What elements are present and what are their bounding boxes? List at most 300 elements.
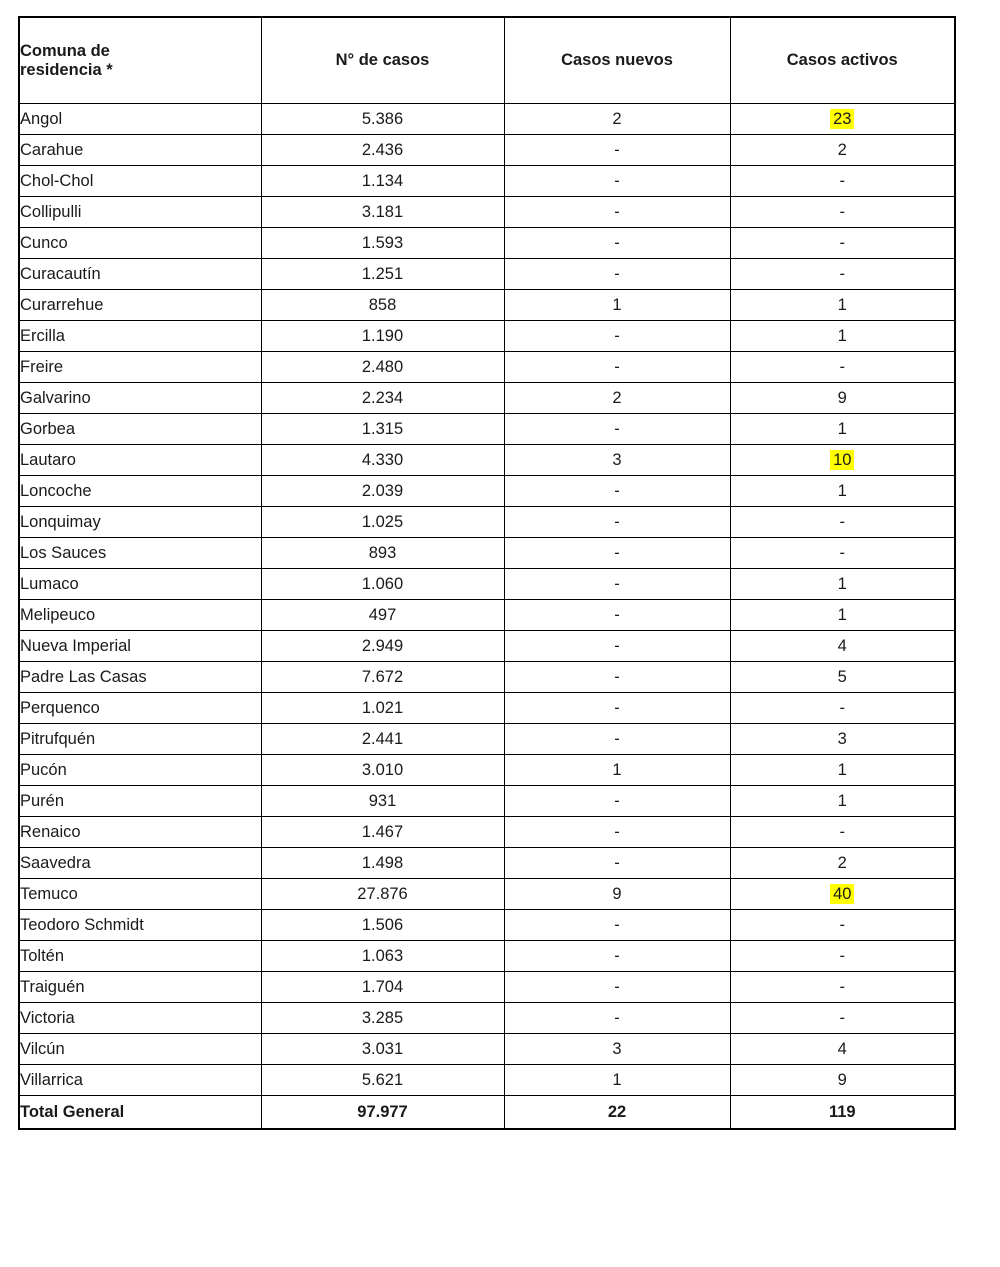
table-row	[19, 321, 955, 352]
cell-casos-nuevos	[504, 972, 730, 1003]
cell-casos-value: 2.949	[361, 636, 404, 655]
table-row	[19, 848, 955, 879]
column-header-comuna-line1: Comuna de	[20, 41, 110, 60]
cell-comuna-value: Padre Las Casas	[20, 667, 147, 686]
cell-casos-activos	[730, 352, 955, 383]
cell-comuna-value: Lonquimay	[20, 512, 101, 531]
cell-casos-nuevos	[504, 538, 730, 569]
cell-comuna-value: Teodoro Schmidt	[20, 915, 144, 934]
cell-casos-nuevos	[504, 507, 730, 538]
cell-casos-nuevos	[504, 879, 730, 910]
cell-comuna-value: Victoria	[20, 1008, 75, 1027]
cell-comuna	[19, 941, 261, 972]
cell-comuna-value: Galvarino	[20, 388, 91, 407]
cell-casos-nuevos-value: -	[614, 667, 620, 686]
cell-casos-activos	[730, 941, 955, 972]
cell-comuna	[19, 476, 261, 507]
cell-casos-activos-value: -	[839, 915, 845, 934]
cell-casos-activos-value: 5	[837, 667, 847, 686]
cell-casos-activos	[730, 600, 955, 631]
cell-casos-nuevos	[504, 104, 730, 135]
table-row	[19, 786, 955, 817]
cell-casos-value: 1.467	[361, 822, 404, 841]
cell-casos-nuevos-value: 2	[612, 109, 622, 128]
cell-casos-nuevos-value: -	[614, 822, 620, 841]
cell-casos-activos-value: -	[839, 357, 845, 376]
cell-casos-activos	[730, 848, 955, 879]
cell-casos-nuevos	[504, 631, 730, 662]
table-row	[19, 693, 955, 724]
table-row	[19, 383, 955, 414]
cell-casos-activos-value: 1	[837, 760, 847, 779]
cell-casos-nuevos	[504, 352, 730, 383]
table-row	[19, 445, 955, 476]
cell-casos-activos-value: -	[839, 171, 845, 190]
total-casos-activos	[730, 1096, 955, 1130]
cell-comuna	[19, 321, 261, 352]
cell-comuna-value: Melipeuco	[20, 605, 96, 624]
cell-comuna-value: Collipulli	[20, 202, 82, 221]
cell-casos-activos-value: -	[839, 1008, 845, 1027]
cell-casos	[261, 135, 504, 166]
table-row	[19, 290, 955, 321]
cell-comuna-value: Temuco	[20, 884, 78, 903]
cell-casos-value: 3.010	[361, 760, 404, 779]
table-row	[19, 817, 955, 848]
cell-casos-activos	[730, 476, 955, 507]
table-row	[19, 755, 955, 786]
cell-casos	[261, 259, 504, 290]
cell-comuna	[19, 383, 261, 414]
cell-casos-nuevos-value: -	[614, 698, 620, 717]
cell-casos-activos	[730, 259, 955, 290]
cell-casos-activos-value: -	[839, 512, 845, 531]
cell-casos-value: 858	[368, 295, 397, 314]
cell-casos-activos	[730, 104, 955, 135]
cell-casos-nuevos-value: 3	[612, 450, 622, 469]
cell-casos-value: 1.025	[361, 512, 404, 531]
cell-casos	[261, 166, 504, 197]
cell-casos	[261, 662, 504, 693]
cell-casos-nuevos-value: -	[614, 512, 620, 531]
column-header-comuna	[19, 17, 261, 104]
cell-casos-activos	[730, 662, 955, 693]
cell-casos	[261, 817, 504, 848]
cell-casos-activos	[730, 879, 955, 910]
cell-casos-nuevos-value: 2	[612, 388, 622, 407]
table-row	[19, 972, 955, 1003]
cell-comuna	[19, 910, 261, 941]
total-label-value: Total General	[20, 1102, 125, 1121]
cell-casos	[261, 631, 504, 662]
cell-casos-value: 4.330	[361, 450, 404, 469]
cell-casos	[261, 1003, 504, 1034]
cell-casos-value: 1.593	[361, 233, 404, 252]
cell-casos-nuevos-value: -	[614, 636, 620, 655]
table-row	[19, 1034, 955, 1065]
cell-casos-value: 1.704	[361, 977, 404, 996]
cell-comuna	[19, 259, 261, 290]
cell-casos-nuevos-value: -	[614, 729, 620, 748]
cell-casos-activos	[730, 693, 955, 724]
cell-casos-nuevos-value: -	[614, 543, 620, 562]
cell-casos-activos	[730, 786, 955, 817]
cell-casos-nuevos-value: -	[614, 264, 620, 283]
cell-casos-activos	[730, 1065, 955, 1096]
cell-casos-activos-value: 23	[830, 109, 854, 130]
table-row	[19, 910, 955, 941]
column-header-casos: N° de casos	[261, 17, 504, 104]
cell-casos-activos-value: -	[839, 977, 845, 996]
cell-comuna	[19, 786, 261, 817]
cell-comuna-value: Vilcún	[20, 1039, 65, 1058]
cell-casos-activos	[730, 1034, 955, 1065]
table-row	[19, 941, 955, 972]
cell-comuna-value: Purén	[20, 791, 65, 810]
cell-casos	[261, 321, 504, 352]
cell-casos-nuevos-value: -	[614, 574, 620, 593]
cell-casos	[261, 879, 504, 910]
column-header-casos-nuevos: Casos nuevos	[504, 17, 730, 104]
total-casos-activos-value: 119	[828, 1102, 856, 1121]
table-body	[19, 104, 955, 1130]
cell-casos-value: 3.181	[361, 202, 404, 221]
table-row	[19, 228, 955, 259]
cell-comuna	[19, 600, 261, 631]
table-row	[19, 1065, 955, 1096]
cell-casos-value: 1.506	[361, 915, 404, 934]
cell-comuna-value: Lautaro	[20, 450, 76, 469]
cell-comuna	[19, 352, 261, 383]
cell-comuna	[19, 1034, 261, 1065]
cell-casos	[261, 104, 504, 135]
cell-casos-nuevos	[504, 445, 730, 476]
cell-casos-nuevos-value: -	[614, 1008, 620, 1027]
cell-comuna	[19, 631, 261, 662]
cell-casos-nuevos-value: -	[614, 419, 620, 438]
table-row	[19, 724, 955, 755]
cell-comuna-value: Curarrehue	[20, 295, 104, 314]
cell-casos-activos	[730, 724, 955, 755]
cell-casos-nuevos	[504, 228, 730, 259]
cell-casos-activos-value: 4	[837, 636, 847, 655]
cell-casos-nuevos	[504, 414, 730, 445]
cell-comuna-value: Cunco	[20, 233, 68, 252]
cell-comuna-value: Carahue	[20, 140, 84, 159]
cell-casos	[261, 600, 504, 631]
cell-casos-activos-value: 2	[837, 140, 847, 159]
cell-casos-value: 497	[368, 605, 397, 624]
cell-comuna-value: Traiguén	[20, 977, 85, 996]
cell-casos-nuevos	[504, 724, 730, 755]
cell-casos-value: 2.441	[361, 729, 404, 748]
cell-comuna	[19, 197, 261, 228]
cell-casos-value: 2.480	[361, 357, 404, 376]
cell-casos	[261, 383, 504, 414]
cell-casos-activos-value: -	[839, 946, 845, 965]
cell-casos-activos	[730, 569, 955, 600]
cell-casos-nuevos	[504, 817, 730, 848]
cell-casos-activos	[730, 538, 955, 569]
cell-casos-value: 2.234	[361, 388, 404, 407]
total-casos-nuevos-value: 22	[607, 1102, 627, 1121]
cell-casos-nuevos-value: -	[614, 605, 620, 624]
cell-casos-activos	[730, 197, 955, 228]
cell-casos-nuevos	[504, 1003, 730, 1034]
cell-comuna	[19, 538, 261, 569]
cell-casos-nuevos	[504, 848, 730, 879]
cell-casos-value: 1.498	[361, 853, 404, 872]
cell-comuna	[19, 848, 261, 879]
cell-casos-nuevos-value: -	[614, 357, 620, 376]
cell-casos-nuevos-value: -	[614, 326, 620, 345]
table-row	[19, 259, 955, 290]
cell-casos-nuevos-value: 3	[612, 1039, 622, 1058]
cell-comuna	[19, 414, 261, 445]
table-row	[19, 166, 955, 197]
table-row	[19, 414, 955, 445]
table-row	[19, 197, 955, 228]
total-row	[19, 1096, 955, 1130]
cell-comuna-value: Saavedra	[20, 853, 91, 872]
cell-casos-nuevos	[504, 600, 730, 631]
cell-casos-value: 1.060	[361, 574, 404, 593]
cell-casos-value: 931	[368, 791, 397, 810]
column-header-comuna-line2: residencia *	[20, 60, 113, 79]
cell-comuna-value: Loncoche	[20, 481, 92, 500]
cell-comuna-value: Renaico	[20, 822, 81, 841]
cell-casos	[261, 352, 504, 383]
cell-comuna	[19, 445, 261, 476]
cell-casos-activos	[730, 166, 955, 197]
cell-casos-activos	[730, 228, 955, 259]
cell-casos	[261, 476, 504, 507]
cell-casos-nuevos	[504, 290, 730, 321]
cell-casos-value: 1.134	[361, 171, 404, 190]
cell-casos	[261, 507, 504, 538]
table-row	[19, 352, 955, 383]
cell-comuna-value: Curacautín	[20, 264, 101, 283]
table-row	[19, 135, 955, 166]
table-row	[19, 569, 955, 600]
cell-comuna	[19, 228, 261, 259]
table-row	[19, 104, 955, 135]
cell-casos-activos-value: -	[839, 202, 845, 221]
cell-comuna	[19, 724, 261, 755]
table-row	[19, 879, 955, 910]
cell-comuna	[19, 693, 261, 724]
table-row	[19, 631, 955, 662]
cell-comuna-value: Pucón	[20, 760, 67, 779]
cell-casos-value: 1.021	[361, 698, 404, 717]
cell-casos-activos	[730, 507, 955, 538]
cell-comuna-value: Chol-Chol	[20, 171, 94, 190]
table-row	[19, 507, 955, 538]
cell-casos-activos-value: 3	[837, 729, 847, 748]
cell-casos-nuevos	[504, 259, 730, 290]
cell-comuna-value: Toltén	[20, 946, 65, 965]
cell-casos-activos	[730, 290, 955, 321]
cell-comuna-value: Angol	[20, 109, 63, 128]
cell-casos-value: 27.876	[357, 884, 408, 903]
cell-casos	[261, 848, 504, 879]
cell-casos-nuevos-value: -	[614, 171, 620, 190]
cell-casos-nuevos	[504, 166, 730, 197]
cell-casos	[261, 786, 504, 817]
cell-comuna	[19, 755, 261, 786]
total-label	[19, 1096, 261, 1130]
cell-casos-value: 5.386	[361, 109, 404, 128]
cell-casos-activos-value: 1	[837, 326, 847, 345]
cell-casos-value: 1.063	[361, 946, 404, 965]
cell-casos-nuevos	[504, 197, 730, 228]
cell-casos	[261, 724, 504, 755]
cell-casos-nuevos-value: -	[614, 977, 620, 996]
header-row	[19, 17, 955, 104]
cell-casos-activos-value: 1	[837, 605, 847, 624]
cell-casos-activos-value: 1	[837, 791, 847, 810]
cell-comuna	[19, 817, 261, 848]
cell-casos	[261, 290, 504, 321]
cell-casos-value: 1.190	[361, 326, 404, 345]
cell-casos-nuevos	[504, 321, 730, 352]
cell-comuna	[19, 1065, 261, 1096]
cell-casos-nuevos	[504, 1065, 730, 1096]
cell-casos-nuevos	[504, 476, 730, 507]
cell-casos-activos-value: 1	[837, 419, 847, 438]
cell-casos-value: 3.285	[361, 1008, 404, 1027]
table-row	[19, 1003, 955, 1034]
cell-comuna-value: Perquenco	[20, 698, 100, 717]
total-casos	[261, 1096, 504, 1130]
cell-casos-activos	[730, 817, 955, 848]
cell-casos-activos-value: 4	[837, 1039, 847, 1058]
cell-casos-activos	[730, 972, 955, 1003]
cell-casos-activos	[730, 1003, 955, 1034]
cell-comuna	[19, 662, 261, 693]
cell-casos-activos-value: -	[839, 822, 845, 841]
cell-casos	[261, 414, 504, 445]
cell-casos-value: 5.621	[361, 1070, 404, 1089]
cell-casos-activos-value: 40	[830, 884, 854, 905]
cell-comuna	[19, 1003, 261, 1034]
cell-casos-nuevos-value: -	[614, 233, 620, 252]
cell-casos	[261, 1065, 504, 1096]
cell-comuna	[19, 569, 261, 600]
cell-casos-nuevos-value: 1	[612, 295, 622, 314]
cell-casos-nuevos	[504, 569, 730, 600]
total-casos-value: 97.977	[357, 1102, 408, 1121]
cell-comuna	[19, 507, 261, 538]
cell-casos	[261, 445, 504, 476]
cell-comuna	[19, 290, 261, 321]
cell-casos-nuevos-value: -	[614, 791, 620, 810]
cell-casos-activos	[730, 910, 955, 941]
cell-casos-nuevos	[504, 755, 730, 786]
cell-casos-nuevos-value: 1	[612, 760, 622, 779]
cell-comuna-value: Villarrica	[20, 1070, 83, 1089]
cell-casos-activos-value: -	[839, 543, 845, 562]
cell-casos-nuevos	[504, 786, 730, 817]
table-row	[19, 600, 955, 631]
cell-casos-nuevos-value: 9	[612, 884, 622, 903]
cell-casos	[261, 538, 504, 569]
cell-casos-activos	[730, 321, 955, 352]
cell-casos	[261, 1034, 504, 1065]
cell-casos-value: 2.436	[361, 140, 404, 159]
cell-casos-nuevos-value: -	[614, 946, 620, 965]
cell-comuna	[19, 166, 261, 197]
cell-comuna-value: Nueva Imperial	[20, 636, 131, 655]
cell-casos-activos	[730, 631, 955, 662]
table-row	[19, 476, 955, 507]
cell-casos	[261, 228, 504, 259]
cell-casos	[261, 693, 504, 724]
cell-comuna-value: Los Sauces	[20, 543, 107, 562]
cell-casos-value: 7.672	[361, 667, 404, 686]
cell-casos-activos-value: 1	[837, 481, 847, 500]
cell-casos-nuevos	[504, 383, 730, 414]
cell-casos-activos	[730, 755, 955, 786]
cell-comuna	[19, 104, 261, 135]
column-header-casos-activos: Casos activos	[730, 17, 955, 104]
cell-casos-activos-value: -	[839, 698, 845, 717]
cell-casos-activos-value: 1	[837, 295, 847, 314]
cell-casos-activos	[730, 445, 955, 476]
cell-casos-value: 3.031	[361, 1039, 404, 1058]
cell-casos-nuevos-value: -	[614, 202, 620, 221]
cell-casos-nuevos	[504, 662, 730, 693]
cell-comuna-value: Gorbea	[20, 419, 76, 438]
cell-casos-activos-value: 1	[837, 574, 847, 593]
cell-casos	[261, 941, 504, 972]
cell-comuna	[19, 879, 261, 910]
cell-comuna-value: Freire	[20, 357, 64, 376]
cell-casos-nuevos	[504, 693, 730, 724]
cell-casos-value: 2.039	[361, 481, 404, 500]
cell-casos-nuevos-value: 1	[612, 1070, 622, 1089]
table-header	[19, 17, 955, 104]
cell-casos-activos-value: -	[839, 233, 845, 252]
cell-casos	[261, 972, 504, 1003]
cell-casos	[261, 569, 504, 600]
table-row	[19, 662, 955, 693]
cell-casos-nuevos-value: -	[614, 915, 620, 934]
cell-comuna-value: Lumaco	[20, 574, 79, 593]
cell-casos-nuevos	[504, 941, 730, 972]
cell-casos-nuevos	[504, 910, 730, 941]
cell-casos-value: 1.315	[361, 419, 404, 438]
cell-casos-activos-value: 2	[837, 853, 847, 872]
cell-casos	[261, 910, 504, 941]
cell-casos-activos-value: 10	[830, 450, 854, 471]
total-casos-nuevos	[504, 1096, 730, 1130]
cell-casos-nuevos-value: -	[614, 481, 620, 500]
covid-cases-by-comuna-table	[18, 16, 956, 1130]
cell-comuna-value: Ercilla	[20, 326, 65, 345]
cell-casos-activos-value: 9	[837, 388, 847, 407]
cell-casos-nuevos	[504, 135, 730, 166]
cell-casos-value: 1.251	[361, 264, 404, 283]
cell-casos-nuevos-value: -	[614, 853, 620, 872]
table-row	[19, 538, 955, 569]
cell-casos-value: 893	[368, 543, 397, 562]
cell-comuna	[19, 972, 261, 1003]
cell-casos-activos-value: -	[839, 264, 845, 283]
cell-casos-nuevos-value: -	[614, 140, 620, 159]
cell-casos-activos-value: 9	[837, 1070, 847, 1089]
cell-comuna	[19, 135, 261, 166]
